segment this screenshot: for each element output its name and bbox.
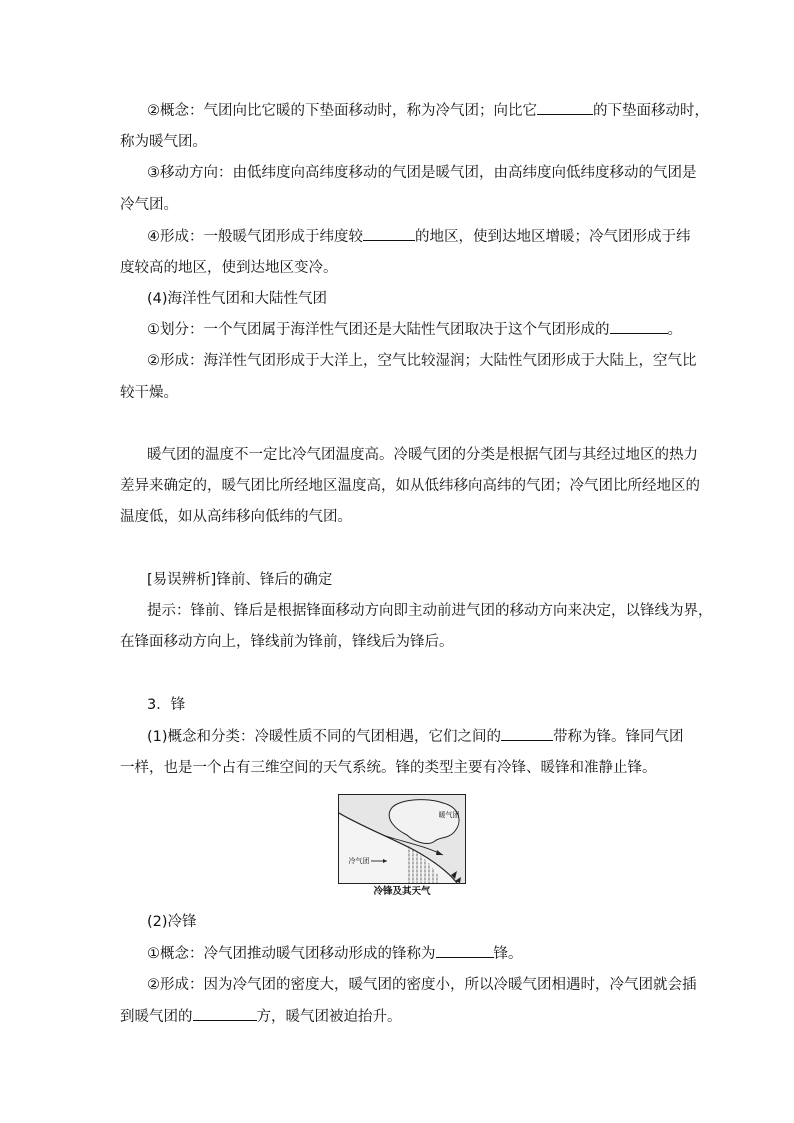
answer-blank[interactable]	[610, 315, 668, 334]
text-line: 度较高的地区，使到达地区变冷。	[120, 260, 338, 276]
text-line: 差异来确定的，暖气团比所经地区温度高，如从低纬移向高纬的气团；冷气团比所经地区的	[120, 478, 700, 494]
paragraph-formation	[147, 222, 707, 252]
section-heading: (2)冷锋	[147, 914, 197, 930]
text-segment: (1)概念和分类：冷暖性质不同的气团相遇，它们之间的	[147, 729, 502, 745]
text-segment: 到暖气团的	[120, 1009, 193, 1025]
warm-air-label: 暖气团	[438, 811, 460, 819]
answer-blank[interactable]	[363, 222, 415, 241]
cold-front-diagram	[338, 794, 466, 884]
paragraph-cold-front-concept	[147, 939, 707, 969]
note-paragraph: 暖气团的温度不一定比冷气团温度高。冷暖气团的分类是根据气团与其经过地区的热力	[147, 447, 698, 463]
warm-air-cloud	[389, 800, 459, 844]
section-heading: 3．锋	[147, 697, 186, 713]
paragraph-cold-front-formation: ②形成：因为冷气团的密度大，暖气团的密度小，所以冷暖气团相遇时，冷气团就会插	[147, 977, 697, 993]
text-segment: 。	[667, 322, 682, 338]
text-line: 在锋面移动方向上，锋线前为锋前，锋线后为锋后。	[120, 634, 454, 650]
paragraph-front-concept	[147, 722, 707, 752]
section-heading: [易误辨析]锋前、锋后的确定	[147, 572, 333, 588]
text-line: 称为暖气团。	[120, 134, 207, 150]
text-segment: ①划分：一个气团属于海洋性气团还是大陆性气团取决于这个气团形成的	[147, 322, 610, 338]
section-heading: (4)海洋性气团和大陆性气团	[147, 291, 328, 307]
paragraph-concept	[147, 96, 707, 126]
text-line: 较干燥。	[120, 385, 178, 401]
text-line: 冷气团。	[120, 197, 178, 213]
text-segment: 的下垫面移动时，	[593, 103, 709, 119]
text-segment: 的地区，使到达地区增暖；冷气团形成于纬	[415, 229, 691, 245]
text-segment: 方，暖气团被迫抬升。	[256, 1009, 402, 1025]
hint-paragraph: 提示：锋前、锋后是根据锋面移动方向即主动前进气团的移动方向来决定，以锋线为界，	[147, 603, 713, 619]
answer-blank[interactable]	[537, 96, 593, 115]
paragraph-direction: ③移动方向：由低纬度向高纬度移动的气团是暖气团，由高纬度向低纬度移动的气团是	[147, 165, 697, 181]
cold-air-label: 冷气团	[348, 857, 370, 865]
answer-blank[interactable]	[501, 722, 553, 741]
paragraph-formation-2: ②形成：海洋性气团形成于大洋上，空气比较湿润；大陆性气团形成于大陆上，空气比	[147, 353, 697, 369]
text-segment: ④形成：一般暖气团形成于纬度较	[147, 229, 363, 245]
cold-front-illustration	[339, 795, 465, 883]
text-segment: 带称为锋。锋同气团	[553, 729, 684, 745]
text-line: 一样，也是一个占有三维空间的天气系统。锋的类型主要有冷锋、暖锋和准静止锋。	[120, 760, 657, 776]
answer-blank[interactable]	[436, 939, 494, 958]
text-segment: 锋。	[493, 946, 523, 962]
text-line	[120, 1002, 680, 1032]
paragraph-division	[147, 315, 707, 345]
text-line: 温度低，如从高纬移向低纬的气团。	[120, 509, 352, 525]
text-segment: ①概念：冷气团推动暖气团移动形成的锋称为	[147, 946, 436, 962]
arrow-head-icon	[436, 850, 443, 855]
answer-blank[interactable]	[193, 1002, 257, 1021]
text-segment: ②概念：气团向比它暖的下垫面移动时，称为冷气团；向比它	[147, 103, 537, 119]
figure-caption: 冷锋及其天气	[373, 886, 431, 897]
